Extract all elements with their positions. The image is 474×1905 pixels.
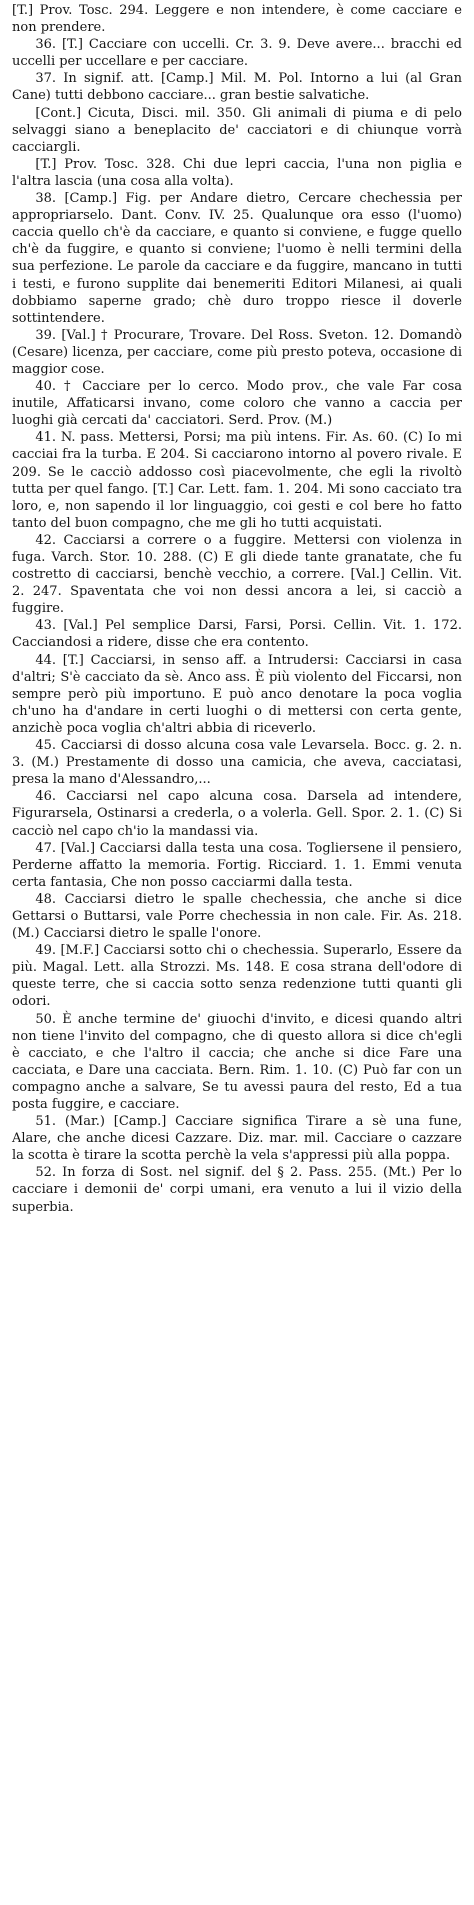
entry-37-citation-cicuta: [Cont.] Cicuta, Disci. mil. 350. Gli animali di piuma e di pelo selvaggi siano a beneplacito de' cacciatori e di chiunque vorrà cacciargli. bbox=[12, 105, 462, 155]
entry-35-proverb: [T.] Prov. Tosc. 294. Leggere e non intendere, è come cacciare e non prendere. bbox=[12, 3, 462, 36]
entry-42: 42. Cacciarsi a correre o a fuggire. Mettersi con violenza in fuga. Varch. Stor. 10. 288. (C) E gli diede tante granatate, che fu costretto di cacciarsi, benchè vecchio, a correre. [Val.] Cellin. Vit. 2. 247. Spaventata che voi non dessi ancora a lei, si cacciò a fuggire. bbox=[12, 532, 462, 617]
entry-51: 51. (Mar.) [Camp.] Cacciare significa Tirare a sè una fune, Alare, che anche dicesi Cazzare. Diz. mar. mil. Cacciare o cazzare la scotta è tirare la scotta perchè la vela s'appressi più alla poppa. bbox=[12, 1114, 462, 1164]
entry-41: 41. N. pass. Mettersi, Porsi; ma più intens. Fir. As. 60. (C) Io mi cacciai fra la turba. E 204. Si cacciarono intorno al povero rivale. E 209. Se le cacciò addosso così piacevolmente, che egli la rivoltò tutta per quel fango. [T.] Car. Lett. fam. 1. 204. Mi sono cacciato tra loro, e, non sapendo il lor linguaggio, coi gesti e col bere ho fatto tanto del buon compagno, che me gli ho tutti acquistati. bbox=[12, 430, 462, 531]
entry-50: 50. È anche termine de' giuochi d'invito, e dicesi quando altri non tiene l'invito del compagno, che di questo allora si dice ch'egli è cacciato, e che l'altro il caccia; che anche si dice Fare una cacciata, e Dare una cacciata. Bern. Rim. 1. 10. (C) Può far con un compagno anche a salvare, Se tu avessi paura del resto, Ed a tua posta fuggire, e cacciare. bbox=[12, 1011, 462, 1112]
entry-44: 44. [T.] Cacciarsi, in senso aff. a Intrudersi: Cacciarsi in casa d'altri; S'è cacciato da sè. Anco ass. È più violento del Ficcarsi, non sempre però più importuno. E può anco denotare la poca voglia ch'uno ha d'andare in certi luoghi o di mettersi con certa gente, anzichè poca voglia ch'altri abbia di riceverlo. bbox=[12, 652, 462, 736]
entry-38: 38. [Camp.] Fig. per Andare dietro, Cercare chechessia per appropriarselo. Dant. Conv. IV. 25. Qualunque ora esso (l'uomo) caccia quello ch'è da cacciare, e quanto si conviene, e fugge quello ch'è da fuggire, e quanto si conviene; l'uomo è nelli termini della sua perfezione. Le parole da cacciare e da fuggire, mancano in tutti i testi, e furono supplite dai benemeriti Editori Milanesi, ai quali dobbiamo saperne grado; chè duro troppo riesce il doverle sottintendere. bbox=[12, 191, 462, 326]
entry-36: 36. [T.] Cacciare con uccelli. Cr. 3. 9. Deve avere... bracchi ed uccelli per uccellare e per cacciare. bbox=[12, 37, 462, 70]
entry-49: 49. [M.F.] Cacciarsi sotto chi o chechessia. Superarlo, Essere da più. Magal. Lett. alla Strozzi. Ms. 148. E cosa strana dell'odore di queste terre, che si caccia sotto senza redenzione tutti quanti gli odori. bbox=[12, 943, 462, 1010]
entry-37: 37. In signif. att. [Camp.] Mil. M. Pol. Intorno a lui (al Gran Cane) tutti debbono cacciare... gran bestie salvatiche. bbox=[12, 71, 462, 104]
entry-40: 40. † Cacciare per lo cerco. Modo prov., che vale Far cosa inutile, Affaticarsi invano, come coloro che vanno a caccia per luoghi già cercati da' cacciatori. Serd. Prov. (M.) bbox=[12, 379, 462, 429]
entry-45: 45. Cacciarsi di dosso alcuna cosa vale Levarsela. Bocc. g. 2. n. 3. (M.) Prestamente di dosso una camicia, che aveva, cacciatasi, presa la mano d'Alessandro,... bbox=[12, 738, 462, 788]
entry-39: 39. [Val.] † Procurare, Trovare. Del Ross. Sveton. 12. Domandò (Cesare) licenza, per cacciare, come più presto poteva, occasione di maggior cose. bbox=[12, 327, 462, 377]
entry-47: 47. [Val.] Cacciarsi dalla testa una cosa. Togliersene il pensiero, Perderne affatto la memoria. Fortig. Ricciard. 1. 1. Emmi venuta certa fantasia, Che non posso cacciarmi dalla testa. bbox=[12, 840, 462, 890]
entry-52: 52. In forza di Sost. nel signif. del § 2. Pass. 255. (Mt.) Per lo cacciare i demonii de' corpi umani, era venuto a lui il vizio della superbia. bbox=[12, 1165, 462, 1215]
entry-46: 46. Cacciarsi nel capo alcuna cosa. Darsela ad intendere, Figurarsela, Ostinarsi a crederla, o a volerla. Gell. Spor. 2. 1. (C) Si cacciò nel capo ch'io la mandassi via. bbox=[12, 789, 462, 839]
entry-48: 48. Cacciarsi dietro le spalle chechessia, che anche si dice Gettarsi o Buttarsi, vale Porre chechessia in non cale. Fir. As. 218. (M.) Cacciarsi dietro le spalle l'onore. bbox=[12, 891, 462, 942]
entry-43: 43. [Val.] Pel semplice Darsi, Farsi, Porsi. Cellin. Vit. 1. 172. Cacciandosi a ridere, disse che era contento. bbox=[12, 618, 462, 651]
entry-37-proverb: [T.] Prov. Tosc. 328. Chi due lepri caccia, l'una non piglia e l'altra lascia (una cosa alla volta). bbox=[12, 156, 462, 189]
